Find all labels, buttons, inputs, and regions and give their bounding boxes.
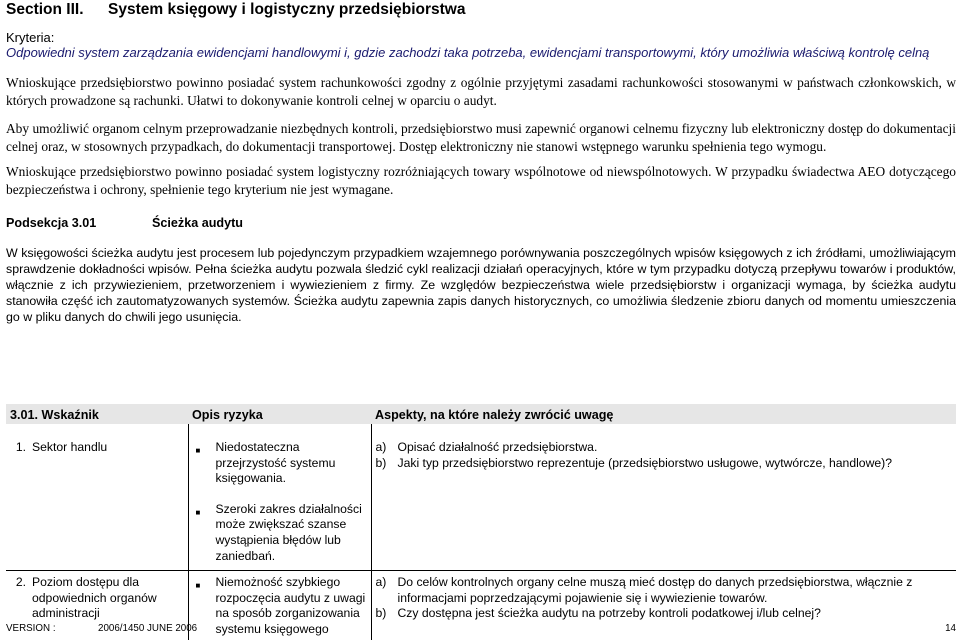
section-title: System księgowy i logistyczny przedsiębiorstwa (108, 1, 466, 18)
subsection-title: Ścieżka audytu (152, 215, 243, 230)
version-value: 2006/1450 JUNE 2006 (98, 623, 198, 634)
aspect-item (376, 440, 953, 456)
aspect-letter: b) (375, 606, 387, 621)
subsection-number: Podsekcja 3.01 (6, 215, 97, 230)
aspect-item (376, 456, 953, 472)
version-label: VERSION : (6, 623, 56, 634)
bullet-icon: ■ (195, 507, 201, 517)
table-header: Opis ryzyka (188, 404, 371, 424)
page-number: 14 (945, 623, 956, 634)
criteria-label: Kryteria: (6, 30, 55, 45)
row-index: 2. (15, 575, 26, 590)
indicator-cell: Poziom dostępu dla odpowiednich organów administracji (32, 575, 157, 621)
page-footer (6, 623, 956, 634)
indicator-cell: Sektor handlu (32, 440, 108, 454)
row-index: 1. (15, 440, 26, 454)
paragraph: Aby umożliwić organom celnym przeprowadzanie niezbędnych kontroli, przedsiębiorstwo musi zapewnić organowi celnemu fizyczny lub elektroniczny dostęp do dokumentacji celnej oraz, w stosownych przypadkach, do dokumentacji transportowej. Dostęp elektroniczny nie stanowi wstępnego warunku spełnienia tego wymogu. (6, 120, 956, 154)
table-header-row (6, 404, 956, 424)
aspect-text: Opisać działalność przedsiębiorstwa. (397, 440, 598, 454)
table-header: 3.01. Wskaźnik (6, 404, 188, 424)
risk-item (193, 502, 367, 564)
section-heading (6, 1, 956, 21)
table-header: Aspekty, na które należy zwrócić uwagę (371, 404, 956, 424)
bullet-icon: ■ (195, 446, 201, 455)
risk-text: Szeroki zakres działalności może zwiększać szanse wystąpienia błędów lub zaniedbań. (215, 501, 362, 563)
aspect-item (376, 575, 953, 606)
section-number: Section III. (6, 1, 84, 18)
paragraph: Wnioskujące przedsiębiorstwo powinno posiadać system rachunkowości zgodny z ogólnie przyjętymi zasadami rachunkowości stosowanymi w państwach członkowskich, w których prowadzone są rachunki. Ułatwi to dokonywanie kontroli celnej w oparciu o audyt. (6, 75, 956, 109)
paragraph: Wnioskujące przedsiębiorstwo powinno posiadać system logistyczny rozróżniających towary wspólnotowe od niewspólnotowych. W przypadku świadectwa AEO dotyczącego bezpieczeństwa i ochrony, spełnienie tego kryterium nie jest wymagane. (6, 164, 956, 198)
aspect-text: Do celów kontrolnych organy celne muszą mieć dostęp do danych przedsiębiorstwa, włącznie z informacjami poprzedzającymi pojawienie się i wywiezienie towarów. (397, 575, 913, 605)
aspect-letter: a) (375, 575, 387, 590)
subsection-text: W księgowości ścieżka audytu jest procesem lub pojedynczym przypadkiem wzajemnego porównywania poszczególnych wpisów księgowych z ich źródłami, umożliwiającym sprawdzenie dokładności wpisów. Pełna ścieżka audytu pozwala śledzić cykl realizacji działań operacyjnych, które w tym przypadku dotyczą przepływu towarów i produktów, włącznie z ich przywiezieniem, przetworzeniem i wywiezieniem z firmy. Ze względów bezpieczeństwa wiele przedsiębiorstw i organizacji wymaga, by ścieżka audytu stanowiła część ich zautomatyzowanych systemów. Ścieżka audytu zapewnia zapis danych historycznych, co umożliwia śledzenie zbioru danych od momentu umieszczenia go w pliku danych do chwili jego usunięcia. (6, 245, 956, 325)
aspect-letter: a) (375, 440, 387, 454)
risk-text: Niedostateczna przejrzystość systemu księgowania. (215, 440, 336, 486)
bullet-icon: ■ (195, 581, 201, 591)
indicator-table (6, 404, 956, 640)
risk-text: Niemożność szybkiego rozpoczęcia audytu z uwagi na sposób zorganizowania systemu księgowego (215, 575, 366, 636)
document-page (6, 0, 956, 325)
aspect-text: Jaki typ przedsiębiorstwo reprezentuje (przedsiębiorstwo usługowe, wytwórcze, handlowe)? (397, 455, 893, 470)
aspect-text: Czy dostępna jest ścieżka audytu na potrzeby kontroli podatkowej i/lub celnej? (397, 606, 821, 621)
criteria-text: Odpowiedni system zarządzania ewidencjami handlowymi i, gdzie zachodzi taka potrzeba, ewidencjami transportowymi, który umożliwia właściwą kontrolę celną (6, 45, 930, 60)
aspect-item (376, 606, 953, 622)
risk-item (193, 440, 367, 487)
subsection-heading (6, 216, 956, 232)
table-row (6, 436, 956, 571)
aspect-letter: b) (375, 455, 387, 470)
